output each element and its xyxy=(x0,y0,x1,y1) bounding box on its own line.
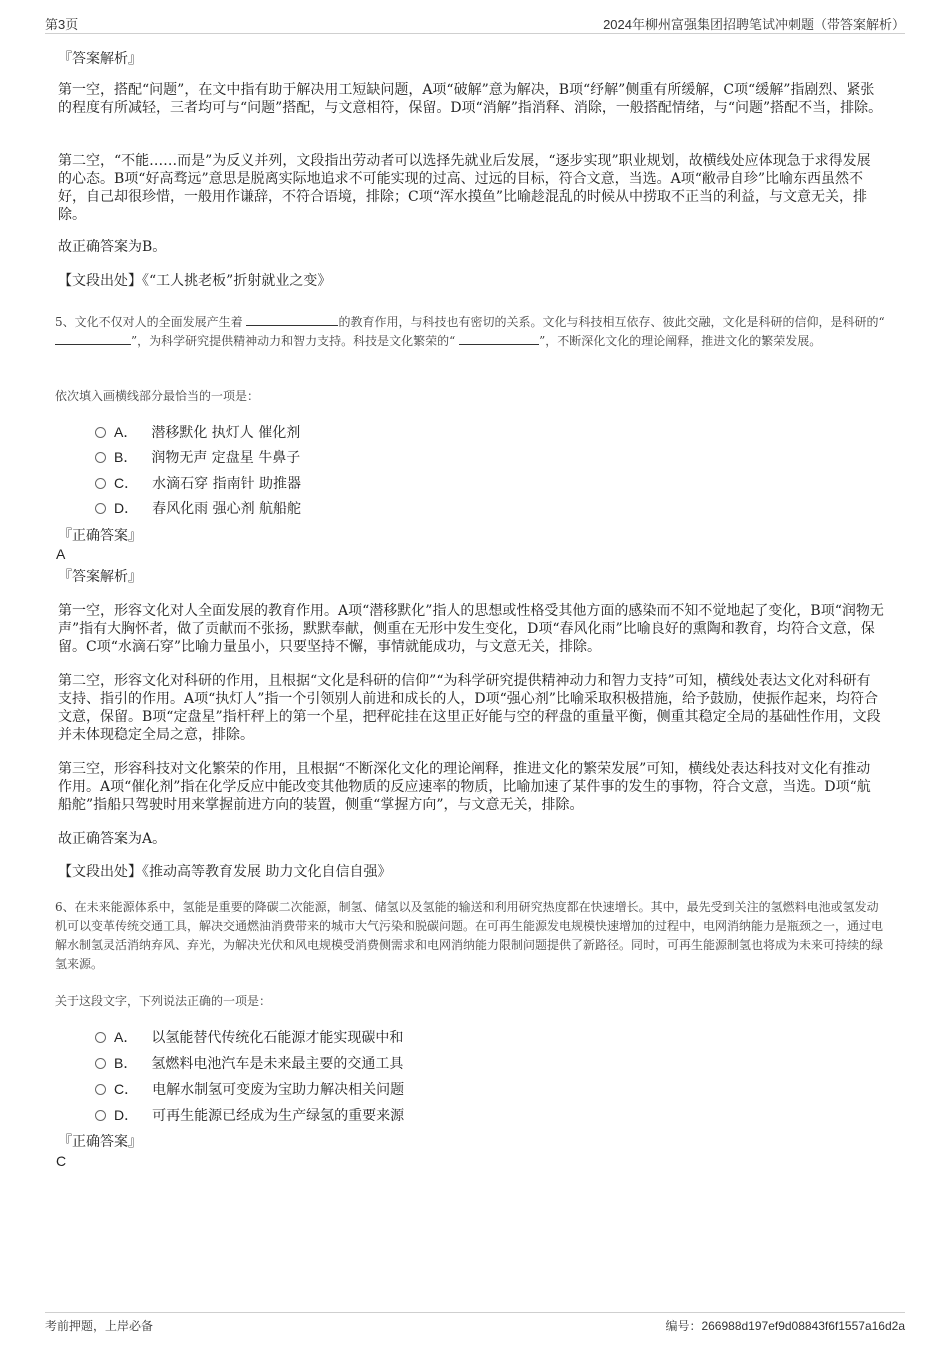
radio-button-icon[interactable] xyxy=(95,427,106,438)
q5-answer: A xyxy=(56,546,66,562)
radio-button-icon[interactable] xyxy=(95,1032,106,1043)
q5-source: 【文段出处】《推动高等教育发展 助力文化自信自强》 xyxy=(58,864,392,880)
q5-option-d[interactable]: D． 春风化雨 强心剂 航船舵 xyxy=(95,497,301,519)
document-title: 2024年柳州富强集团招聘笔试冲刺题（带答案解析） xyxy=(603,17,905,32)
q6-answer: C xyxy=(56,1153,67,1169)
document-id: 编号：266988d197ef9d08843f6f1557a16d2a xyxy=(665,1319,905,1333)
question-6-prompt: 关于这段文字，下列说法正确的一项是： xyxy=(55,994,272,1008)
q5-option-a[interactable]: A． 潜移默化 执灯人 催化剂 xyxy=(95,421,300,443)
question-5-text: 5、文化不仅对人的全面发展产生着 的教育作用，与科技也有密切的关系。文化与科技相互依存、彼此交融，文化是科研的信仰，是科研的“ ”，为科学研究提供精神动力和智力支持。科技是文化繁荣的“ ”，不断深化文化的理论阐释，推进文化的繁荣发展。 xyxy=(55,315,885,348)
q4-source: 【文段出处】《“工人挑老板”折射就业之变》 xyxy=(58,273,332,289)
blank-line xyxy=(55,332,131,345)
q6-option-d[interactable]: D． 可再生能源已经成为生产绿氢的重要来源 xyxy=(95,1104,404,1126)
q6-option-b[interactable]: B． 氢燃料电池汽车是未来最主要的交通工具 xyxy=(95,1052,403,1074)
q6-option-c[interactable]: C． 电解水制氢可变废为宝助力解决相关问题 xyxy=(95,1078,404,1100)
q5-analysis-label: 『答案解析』 xyxy=(58,569,142,585)
blank-line xyxy=(459,332,539,345)
q5-analysis-paragraph-3: 第三空，形容科技对文化繁荣的作用，且根据“不断深化文化的理论阐释，推进文化的繁荣发展”可知，横线处表达科技对文化有推动作用。A项“催化剂”指在化学反应中能改变其他物质的反应速率的物质，比喻加速了某件事的发生的事物，符合文意，当选。D项“航船舵”指船只驾驶时用来掌握前进方向的装置，侧重“掌握方向”，与文意无关，排除。 xyxy=(58,761,871,813)
radio-button-icon[interactable] xyxy=(95,503,106,514)
q4-analysis-paragraph-2: 第二空，“不能……而是”为反义并列，文段指出劳动者可以选择先就业后发展，“逐步实现”职业规划，故横线处应体现急于求得发展的心态。B项“好高骛远”意思是脱离实际地追求不可能实现的过高、过远的目标，符合文意，当选。A项“敝帚自珍”比喻东西虽然不好，自己却很珍惜，一般用作谦辞，不符合语境，排除；C项“浑水摸鱼”比喻趁混乱的时候从中捞取不正当的利益，与文意无关，排除。 xyxy=(58,153,871,223)
radio-button-icon[interactable] xyxy=(95,1084,106,1095)
page-header xyxy=(45,11,905,34)
blank-line xyxy=(246,313,338,326)
q4-analysis-label: 『答案解析』 xyxy=(58,51,142,67)
page-footer xyxy=(45,1312,905,1335)
q5-option-c[interactable]: C． 水滴石穿 指南针 助推器 xyxy=(95,472,301,494)
q6-answer-label: 『正确答案』 xyxy=(58,1134,142,1150)
radio-button-icon[interactable] xyxy=(95,1110,106,1121)
q5-conclusion: 故正确答案为A。 xyxy=(58,831,167,847)
footer-slogan: 考前押题，上岸必备 xyxy=(45,1319,154,1333)
radio-button-icon[interactable] xyxy=(95,452,106,463)
q5-answer-label: 『正确答案』 xyxy=(58,528,142,544)
q4-analysis-paragraph-1: 第一空，搭配“问题”，在文中指有助于解决用工短缺问题，A项“破解”意为解决，B项“纾解”侧重有所缓解，C项“缓解”指剧烈、紧张的程度有所减轻，三者均可与“问题”搭配，与文意相符，保留。D项“消解”指消释、消除，一般搭配情绪，与“问题”搭配不当，排除。 xyxy=(58,82,883,116)
q5-option-b[interactable]: B． 润物无声 定盘星 牛鼻子 xyxy=(95,446,300,468)
radio-button-icon[interactable] xyxy=(95,478,106,489)
question-5-prompt: 依次填入画横线部分最恰当的一项是： xyxy=(55,389,260,403)
question-6-text: 6、在未来能源体系中，氢能是重要的降碳二次能源，制氢、储氢以及氢能的输送和利用研究热度都在快速增长。其中，最先受到关注的氢燃料电池或氢发动机可以变革传统交通工具，解决交通燃油消费带来的城市大气污染和脱碳问题。在可再生能源发电规模快速增加的过程中，电网消纳能力是瓶颈之一，通过电解水制氢灵活消纳弃风、弃光，为解决光伏和风电规模受消费侧需求和电网消纳能力限制问题提供了新路径。同时，可再生能源制氢也将成为未来可持续的绿氢来源。 xyxy=(55,900,884,971)
q6-option-a[interactable]: A． 以氢能替代传统化石能源才能实现碳中和 xyxy=(95,1026,403,1048)
page-number: 第3页 xyxy=(45,17,79,32)
q5-analysis-paragraph-1: 第一空，形容文化对人全面发展的教育作用。A项“潜移默化”指人的思想或性格受其他方面的感染而不知不觉地起了变化，B项“润物无声”指有大胸怀者，做了贡献而不张扬，默默奉献，侧重在无形中发生变化，D项“春风化雨”比喻良好的熏陶和教育，均符合文意，保留。C项“水滴石穿”比喻力量虽小，只要坚持不懈，事情就能成功，与文意无关，排除。 xyxy=(58,603,884,655)
q5-analysis-paragraph-2: 第二空，形容文化对科研的作用，且根据“文化是科研的信仰”“为科学研究提供精神动力和智力支持”可知，横线处表达文化对科研有支持、指引的作用。A项“执灯人”指一个引领别人前进和成长的人，D项“强心剂”比喻采取积极措施，给予鼓励，使振作起来，均符合文意，保留。B项“定盘星”指杆秤上的第一个星，把秤砣挂在这里正好能与空的秤盘的重量平衡，侧重其稳定全局的基础性作用，文段并未体现稳定全局之意，排除。 xyxy=(58,673,881,743)
q4-conclusion: 故正确答案为B。 xyxy=(58,239,167,255)
radio-button-icon[interactable] xyxy=(95,1058,106,1069)
